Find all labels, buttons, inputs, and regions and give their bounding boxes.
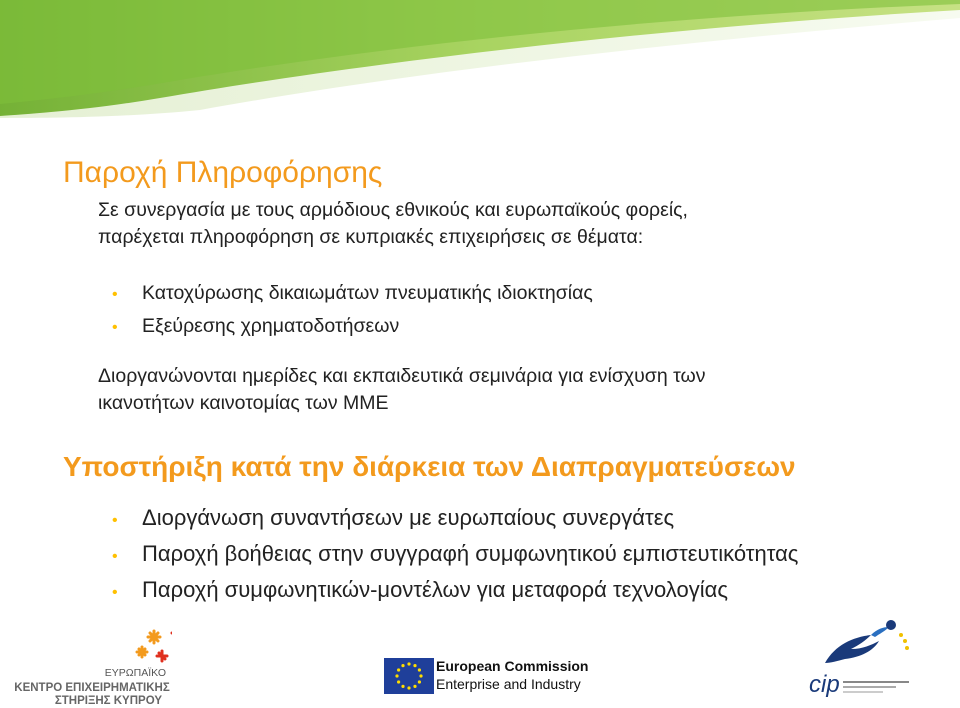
logo-line-1: ΕΥΡΩΠΑΪΚΟ: [104, 667, 166, 679]
list-item-label: Παροχή συμφωνητικών-μοντέλων για μεταφορά τεχνολογίας: [142, 577, 728, 602]
cip-wordmark: cip: [809, 671, 840, 698]
section-heading-support: Υποστήριξη κατά την διάρκεια των Διαπραγματεύσεων: [63, 451, 796, 482]
list-item: [112, 280, 593, 313]
support-list: [112, 503, 798, 611]
events-line-2: ικανοτήτων καινοτομίας των ΜΜΕ: [98, 392, 389, 414]
list-item-label: Διοργάνωση συναντήσεων με ευρωπαίους συνεργάτες: [142, 505, 675, 530]
runner-icon: [805, 615, 915, 675]
stars-icon: [12, 625, 172, 665]
eebs-cyprus-logo: [12, 625, 172, 707]
list-item-label: Εξεύρεσης χρηματοδοτήσεων: [142, 315, 400, 337]
cip-logo: [805, 615, 915, 703]
events-paragraph: [98, 363, 705, 417]
topics-list: [112, 280, 593, 346]
intro-paragraph: [98, 197, 688, 251]
events-line-1: Διοργανώνονται ημερίδες και εκπαιδευτικά σεμινάρια για ενίσχυση των: [98, 365, 706, 387]
section-heading-information: Παροχή Πληροφόρησης: [63, 156, 383, 189]
bullet-icon: •: [112, 512, 118, 529]
bullet-icon: •: [112, 286, 118, 303]
intro-line-1: Σε συνεργασία με τους αρμόδιους εθνικούς και ευρωπαϊκούς φορείς,: [98, 199, 688, 221]
bullet-icon: •: [112, 548, 118, 565]
eu-flag-icon: [384, 658, 434, 694]
ec-title: European Commission: [436, 658, 589, 674]
list-item: [112, 313, 593, 346]
list-item: [112, 503, 798, 539]
bullet-icon: •: [112, 319, 118, 336]
intro-line-2: παρέχεται πληροφόρηση σε κυπριακές επιχειρήσεις σε θέματα:: [98, 226, 644, 248]
logo-line-3: ΣΤΗΡΙΞΗΣ ΚΥΠΡΟΥ: [54, 695, 162, 707]
logo-line-2: ΚΕΝΤΡΟ ΕΠΙΧΕΙΡΗΜΑΤΙΚΗΣ: [14, 682, 170, 694]
european-commission-logo: [384, 656, 614, 696]
list-item-label: Παροχή βοήθειας στην συγγραφή συμφωνητικού εμπιστευτικότητας: [142, 541, 799, 566]
list-item: [112, 575, 798, 611]
ec-subtitle: Enterprise and Industry: [436, 676, 581, 692]
list-item: [112, 539, 798, 575]
list-item-label: Κατοχύρωσης δικαιωμάτων πνευματικής ιδιοκτησίας: [142, 282, 593, 304]
bullet-icon: •: [112, 584, 118, 601]
cip-tagline-lines: [843, 681, 909, 693]
